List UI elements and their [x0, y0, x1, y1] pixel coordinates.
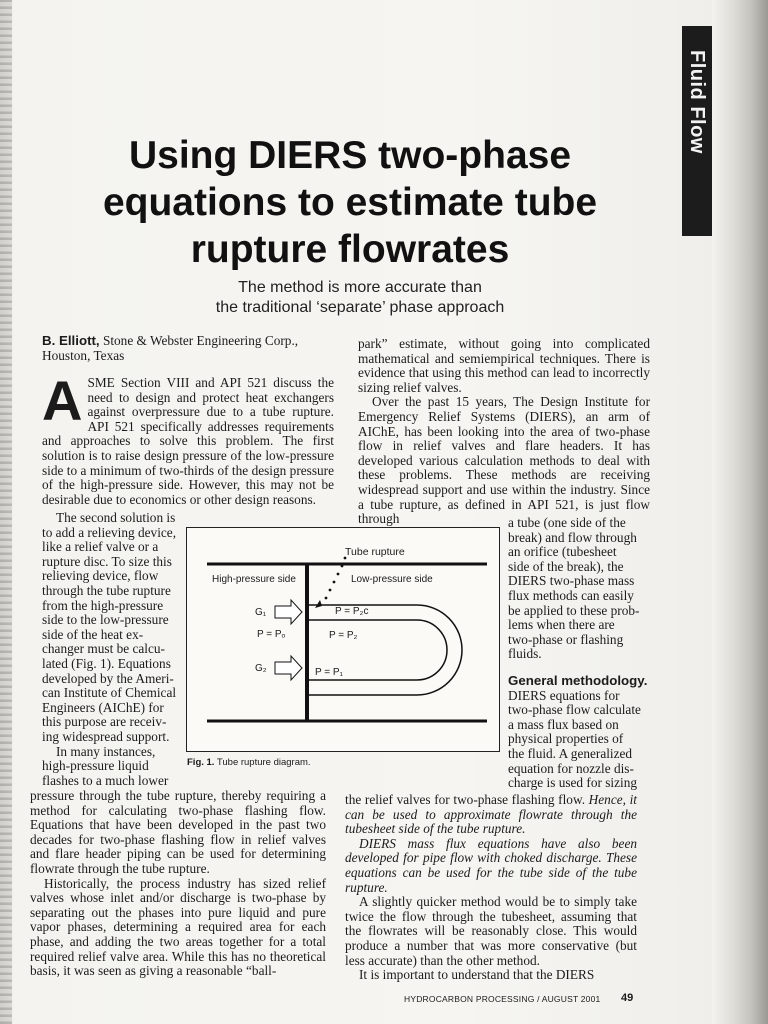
scan-edge-left [0, 0, 12, 1024]
text-line: high-pressure liquid [42, 758, 149, 774]
paragraph: A slightly quicker method would be to simply take twice the flow through the tubesheet, assuming that the flowrates will be reasonably close. This would produce a number that was more conservative (but less accurate) than the other method. [345, 894, 637, 968]
drop-cap: A [42, 369, 83, 432]
article-title [70, 132, 630, 273]
label-low-pressure-side: Low-pressure side [351, 574, 433, 585]
text-run: the relief valves for two-phase flashing flow. [345, 792, 589, 807]
paragraph: Over the past 15 years, The Design Institute for Emergency Relief Systems (DIERS), an arm of AIChE, has been looking into the area of two-phase flow in relief valves and flare headers. It has developed various calculation methods to deal with these problems. These methods are receiving widespread support and use within the industry. Since a tube rupture, as defined in API 521, is just flow through [358, 394, 650, 527]
caption-text: Tube rupture diagram. [214, 757, 311, 768]
label-p-po: P = Pₒ [257, 629, 286, 640]
section-tab: Fluid Flow [686, 50, 708, 154]
text-line: a mass flux based on [508, 716, 619, 732]
text-line: the fluid. A generalized [508, 745, 633, 761]
text-line: DIERS equations for [508, 687, 620, 703]
paragraph: It is important to understand that the DIERS [359, 967, 595, 983]
text-line: rupture disc. To size this [42, 553, 172, 569]
text-line: from the high-pressure [42, 597, 164, 613]
label-p-p2: P = P₂ [329, 630, 358, 641]
text-line: DIERS two-phase mass [508, 573, 635, 589]
g1-arrow [275, 600, 302, 624]
text-line: side of the heat ex- [42, 626, 144, 642]
text-line: can Institute of Chemical [42, 685, 177, 701]
text-line: Engineers (AIChE) for [42, 699, 164, 715]
caption-label: Fig. 1. [187, 757, 215, 768]
author-name: B. Elliott, [42, 333, 100, 348]
text-line: changer must be calcu- [42, 641, 165, 657]
text-line: break) and flow through [508, 529, 637, 545]
figure-1 [186, 527, 500, 752]
text-line: to add a relieving device, [42, 524, 177, 540]
right-column-top [358, 337, 650, 527]
rupture-arrowhead [315, 600, 322, 608]
text-line: through the tube rupture [42, 582, 171, 598]
text-line: equation for nozzle dis- [508, 760, 634, 776]
text-run-italic: DIERS mass flux equations have also been developed for pipe flow with choked discharge. These equations can be used for the tube side of the tube rupture. [345, 835, 637, 895]
text-line: developed by the Ameri- [42, 670, 174, 686]
paragraph: park” estimate, without going into complicated mathematical and semiempirical techniques. There is evidence that using this method can lead to incorrectly sizing relief valves. [358, 336, 650, 395]
g2-arrow [275, 656, 302, 680]
journal-footer: HYDROCARBON PROCESSING / AUGUST 2001 [404, 994, 601, 1004]
text-line: this purpose are receiv- [42, 714, 167, 730]
article-subtitle [150, 278, 570, 318]
left-column-intro [42, 369, 334, 507]
text-line: be applied to these prob- [508, 602, 640, 618]
page-number: 49 [621, 992, 634, 1004]
author-byline [42, 333, 342, 363]
text-line: ing widespread support. [42, 728, 170, 744]
text-line: like a relief valve or a [42, 539, 159, 555]
text-line: In many instances, [56, 743, 156, 759]
text-line: physical properties of [508, 731, 624, 747]
title-line: equations to estimate tube [102, 181, 598, 224]
text-line: The second solution is [56, 510, 176, 525]
label-g1: G₁ [255, 607, 267, 618]
left-column-bottom [30, 789, 326, 979]
figure-caption [187, 757, 311, 768]
label-tube-rupture: Tube rupture [345, 546, 405, 558]
text-line: flashes to a much lower [42, 772, 169, 788]
label-g2: G₂ [255, 663, 267, 674]
title-line: Using DIERS two-phase [128, 134, 572, 177]
author-affiliation: Stone & Webster Engineering Corp., [99, 333, 299, 348]
title-line: rupture flowrates [190, 228, 510, 271]
text-line: lated (Fig. 1). Equations [42, 655, 171, 671]
label-p-p1: P = P₁ [315, 667, 343, 678]
text-line: lems when there are [508, 617, 615, 633]
subtitle-line: The method is more accurate than [238, 279, 482, 296]
text-line: an orifice (tubesheet [508, 544, 617, 560]
text-run-italic: Hence, it can be used to approximate flowrate through the tubesheet side of the tube rupture. [345, 792, 637, 837]
section-heading: General methodology. [508, 672, 648, 688]
paragraph [345, 837, 637, 895]
paragraph [345, 793, 637, 837]
u-bend-outer [417, 605, 462, 695]
text-line: charge is used for sizing [508, 775, 637, 791]
scan-edge-right [712, 0, 768, 1024]
left-column-narrow [42, 511, 176, 788]
paragraph: Historically, the process industry has sized relief valves whose inlet and/or discharge is two-phase by separating out the phases into pure liquid and pure vapor phases, determining a required area for each phase, and adding the two areas together for a total required relief valve area. While this has no theoretical basis, it was seen as giving a reasonable “ball- [30, 875, 326, 979]
text-line: two-phase or flashing [508, 631, 624, 647]
label-p-p2c: P = P₂c [335, 606, 369, 617]
author-location: Houston, Texas [42, 348, 125, 363]
right-column-bottom [345, 793, 637, 983]
text-line: fluids. [508, 646, 542, 662]
label-high-pressure-side: High-pressure side [212, 574, 296, 585]
text-line: side of the break), the [508, 558, 624, 574]
paragraph: pressure through the tube rupture, thereby requiring a method for calculating two-phase flashing flow. Equations that have been developed in the past two decades for two-phase flashing flow in relief valves and flare header piping can be used for determining flowrate through the tube rupture. [30, 788, 326, 876]
text-line: a tube (one side of the [508, 515, 626, 530]
text-line: relieving device, flow [42, 568, 159, 584]
subtitle-line: the traditional ‘separate’ phase approach [215, 299, 505, 316]
text-line: two-phase flow calculate [508, 702, 641, 718]
text-line: flux methods can easily [508, 587, 634, 603]
right-column-narrow [508, 516, 647, 791]
intro-paragraph: SME Section VIII and API 521 discuss the need to design and protect heat exchangers against overpressure due to a tube rupture. API 521 specifically addresses requirements and approaches to solve this problem. The first solution is to raise design pressure of the low-pressure side to a minimum of two-thirds of the design pressure of the high-pressure side. However, this may not be desirable due to economics or other design reasons. [42, 375, 334, 507]
text-line: side to the low-pressure [42, 612, 169, 628]
u-bend-inner [417, 620, 447, 680]
